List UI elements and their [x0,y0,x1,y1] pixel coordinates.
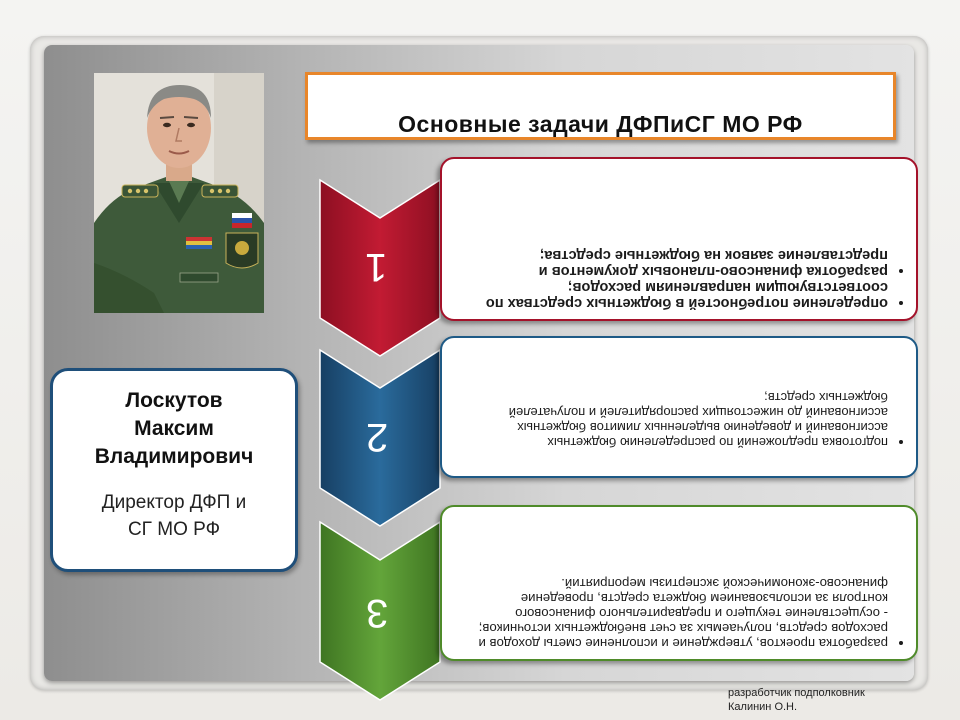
task-item: • подготовка предложений по распределению бюджетных ассигнований и доведению выделенных лимитов бюджетных ассигнований до нижестоящих распорядителей и получателей бюджетных средств; [464,390,888,450]
page-title: Основные задачи ДФПиСГ МО РФ [398,111,803,137]
task-item: • разработка проектов, утверждение и исполнение сметы доходов и расходов средств, получаемых за счет внебюджетных источников; [464,621,888,651]
step-number-1: 1 [365,245,388,289]
task-item: - осуществление текущего и предварительного финансового контроля за использованием бюджета средств, проведение финансово-экономической экспертизы мероприятий. [515,576,888,621]
task-item: • разработка финансово-плановых документов и представление заявок на бюджетные средства; [464,247,888,279]
task-card-1 [440,157,918,321]
step-number-3: 3 [366,591,389,635]
person-patronymic: Владимирович [94,445,254,468]
person-position-line-2: СГ МО РФ [127,519,221,540]
task-card-3 [440,505,918,661]
person-position-line-1: Директор ДФП и [101,492,247,513]
footer-line-2: Калинин О.Н. [728,701,798,713]
footer-line-1: разработчик подполковник [728,687,865,699]
person-surname: Лоскутов [125,389,223,412]
step-number-2: 2 [366,415,389,459]
footer-note [728,686,865,714]
task-item: • определение потребностей в бюджетных средствах по соответствующим направлениям расходов; [464,279,888,311]
task-card-2 [440,336,918,478]
person-first-name: Максим [134,417,214,440]
